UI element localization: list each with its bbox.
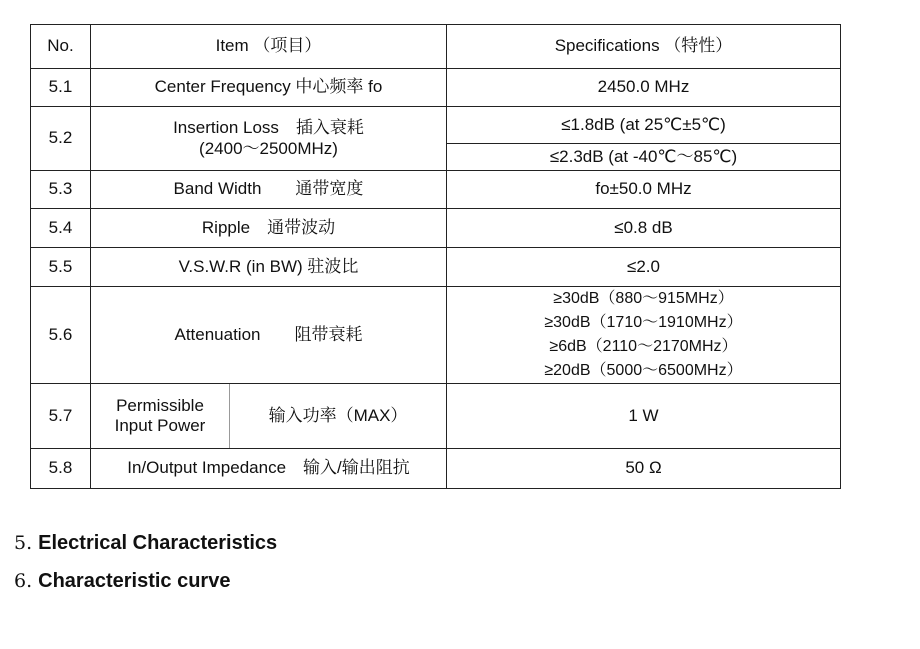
item-cn: 输入功率（MAX） xyxy=(268,405,408,425)
spec-line: ≥30dB（880～915MHz） xyxy=(553,290,734,307)
item-line: Insertion Loss 插入衰耗 xyxy=(173,118,364,138)
section-number: 5. xyxy=(14,532,33,554)
row-no: 5.3 xyxy=(31,171,91,209)
row-item: Band Width 通带宽度 xyxy=(91,171,447,209)
section-heading xyxy=(14,570,230,593)
row-spec xyxy=(447,287,841,384)
row-no: 5.6 xyxy=(31,287,91,384)
row-spec xyxy=(447,107,841,171)
header-no: No. xyxy=(31,25,91,69)
table-row xyxy=(31,384,841,449)
item-line: (2400～2500MHz) xyxy=(199,138,338,158)
row-item: Attenuation 阻带衰耗 xyxy=(91,287,447,384)
row-spec: 50 Ω xyxy=(447,449,841,489)
row-no: 5.2 xyxy=(31,107,91,171)
row-no: 5.5 xyxy=(31,248,91,287)
section-title: Characteristic curve xyxy=(38,570,231,592)
row-item: In/Output Impedance 输入/输出阻抗 xyxy=(91,449,447,489)
item-line: Input Power xyxy=(114,416,206,435)
table-row xyxy=(31,449,841,489)
row-spec: ≤0.8 dB xyxy=(447,209,841,248)
row-no: 5.8 xyxy=(31,449,91,489)
section-number: 6. xyxy=(14,570,33,592)
spec-line: ≥20dB（5000～6500MHz） xyxy=(544,362,743,379)
table-row xyxy=(31,287,841,384)
spec-table xyxy=(30,24,841,489)
table-row xyxy=(31,209,841,248)
row-item: Center Frequency 中心频率 fo xyxy=(91,69,447,107)
row-item: V.S.W.R (in BW) 驻波比 xyxy=(91,248,447,287)
row-spec: fo±50.0 MHz xyxy=(447,171,841,209)
table-row xyxy=(31,69,841,107)
spec-line: ≥6dB（2110～2170MHz） xyxy=(549,338,738,355)
spec-line: ≥30dB（1710～1910MHz） xyxy=(544,314,743,331)
row-spec: 2450.0 MHz xyxy=(447,69,841,107)
header-item: Item （项目） xyxy=(91,25,447,69)
row-item xyxy=(91,384,447,449)
section-heading xyxy=(14,532,277,555)
section-title: Electrical Characteristics xyxy=(38,532,278,554)
row-item: Ripple 通带波动 xyxy=(91,209,447,248)
row-no: 5.4 xyxy=(31,209,91,248)
table-header-row xyxy=(31,25,841,69)
spec-line: ≤1.8dB (at 25℃±5℃) xyxy=(447,107,840,144)
row-no: 5.7 xyxy=(31,384,91,449)
table-row xyxy=(31,107,841,171)
table-row xyxy=(31,248,841,287)
row-spec: 1 W xyxy=(447,384,841,449)
header-spec: Specifications （特性） xyxy=(447,25,841,69)
row-item xyxy=(91,107,447,171)
table-row xyxy=(31,171,841,209)
item-line: Permissible xyxy=(116,395,204,415)
row-no: 5.1 xyxy=(31,69,91,107)
spec-line: ≤2.3dB (at -40℃～85℃) xyxy=(549,146,738,166)
row-spec: ≤2.0 xyxy=(447,248,841,287)
